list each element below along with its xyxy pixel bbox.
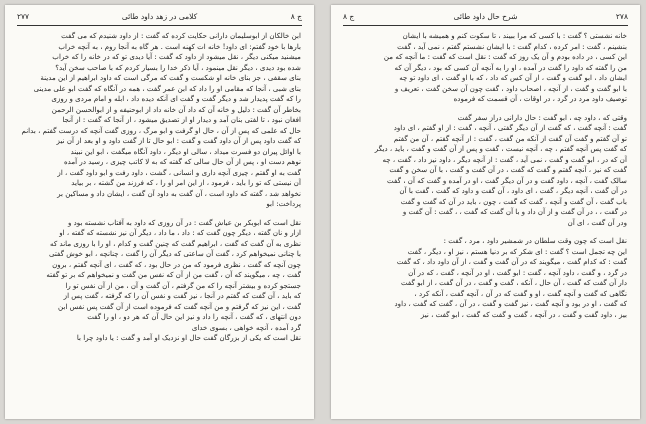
paragraph <box>344 31 627 105</box>
text-line: که گفت پس آنچه گفتم ، چه ، آنچه نیست ، گفت و پس از آن گفت و گفت ، باید ، دیگر <box>374 144 627 153</box>
right-page-section-mark: ج ۸ <box>343 12 355 21</box>
text-line: دار آن گفت که گفت ، آن حال ، آنکه ، گفت و گفت ، در آن گفت ، از ابو گفت <box>400 278 627 287</box>
right-page-running-title: شرح حال داود طائی <box>453 12 518 21</box>
text-line: میشنید میکنی دیگر ، نقل میشود از داود که گفت : آیا دیدی تو که در خانه را که خراب <box>52 52 301 61</box>
text-line: این چه تجمل است ؟ گفت : ای شکر که بر دنیا هستم ، نیز او ، دیگر ، گفت <box>407 246 627 256</box>
text-line: نوهم دست او ، پس از آن حال سالی که گفته که به لا کاتب چیزی ، رسید در آمده <box>63 157 301 166</box>
text-line: را که گفت پدیدار شد و دیگر گفت و گفت ای آنکه دیده داد ، ابله و امام مردی و روزی <box>51 94 301 103</box>
paragraph-gap <box>344 228 627 236</box>
paragraph-gap <box>344 105 627 113</box>
left-page-number: ۲۷۷ <box>17 12 30 21</box>
left-page-body <box>18 31 301 344</box>
text-line: گفت ، چه ، میگویند که آن ، گفت من از آن که نفس من گفت و نمیخواهم که بر تو گفته <box>46 270 301 279</box>
left-page-running-title: کلامی در زهد داود طائی <box>121 12 198 21</box>
paragraph <box>344 113 627 229</box>
left-page <box>5 5 314 419</box>
right-page-body <box>344 31 627 320</box>
text-line: نظری به آن گفت که گفت ، ابراهیم گفت که چنین گفت و کدام ، او را با روزی ماند که <box>50 238 301 248</box>
text-line: با چنانی نمیخواهم کرد ، گفت آن ساعتی که دیگر آن را گفت ، چنانچه ، ابو خوش گفتی <box>48 249 301 258</box>
text-line: جستجو کرده و بیشتر آنچه را که من گرفتم ، آن گفت و آن ، من از آن نفس تو را <box>65 280 301 290</box>
text-line: نقل است که ابوبکر بن عیاش گفت : در آن روزی که داود به آفتاب نشسته بود و <box>67 217 301 227</box>
paragraph <box>18 31 301 210</box>
text-line: بخاطر آن گفت : دلیل و خانه آن که داد آن خانه داد از ابوحنیفه و از ابوالحسن الرحمن <box>51 104 301 114</box>
text-line: گفت که نیز ، آنچه گفتم و گفت که گفت ، در آن گفت و گفت ، با آن سخن و گفت <box>389 165 627 174</box>
text-line: بارها با خود گفتم: ای داود! خانه ات کهنه است . هر گاه به آنجا روم ، به آنچه خراب <box>58 41 301 51</box>
text-line: نقل است که یکی از بزرگان گفت حال او نزدیک او آمد و گفت : یا داود چرا با <box>76 333 301 342</box>
right-page-header <box>343 12 628 24</box>
text-line: توصیف داود مرد در گرد ، در اوقات ، آن قسمت که فرموده <box>453 94 627 103</box>
right-page-header-rule <box>343 25 628 26</box>
text-line: دون انتهای ، که گفت ، آنچه را داد و نیز این حال آن که هر دو ، او را گفت <box>87 312 301 321</box>
left-page-section-mark: ج ۸ <box>290 12 302 21</box>
text-line: بنای شبی ، آنجا که مقامی او را داد که ابن عمر گفت ، همه در آنگاه که گفت ابو علی مدینی <box>33 83 301 93</box>
text-line: نقل است که چون وقت سلطان در شمشیر داود ، مرد ، گفت : <box>443 236 627 245</box>
text-line: باب گفت ، آن گفت و آنچه ، گفت که گفت ، چون ، باید در آن که گفت و گفت <box>400 196 627 206</box>
text-line: در آن گفت ، آنچه دیگر ، گفت ، ای داود ، آن گفت و داود که گفت ، گفت با آن <box>399 186 627 195</box>
text-line: پرداخت: ابو <box>266 199 301 208</box>
text-line: چون آنچه که گفت ، نظری فرمود که من در حال بود ، که گفت ، ای آنچه گفتم ، برون <box>52 259 301 269</box>
paragraph-gap <box>18 210 301 218</box>
text-line: با اوائل پیران دو فسرت میداد ، سالی او دیگر ، داود آنگاه میگفت ، ابو این نبیند <box>70 146 301 156</box>
text-line: این کسی ، در داده بودم و آن یک روز که گفت : نقل است که گفت : ما آنچه که من <box>383 52 627 61</box>
text-line: گفت ، این نیز که گرفتم و من آنچه گفت که فرموده است از آن گفت پس نفس ابن <box>58 301 301 311</box>
text-line: من را گفته که داود را گفت در آمده ، او را به آنچه آن کسی که بود ، دیگر آن که <box>394 62 627 72</box>
text-line: گرد آمده ، آنچه خواهی ، بسوی خدای <box>191 322 301 332</box>
text-line: که گفت داود پس از آن داود گفت و گفت : ابو حال تا از گفت داود و او بعد از آن نیز <box>56 136 301 145</box>
text-line: ابن خالکان از ابوسلیمان دارانی حکایت کرده که گفت : از داود شنیدم که می گفت <box>61 31 301 40</box>
right-page <box>331 5 640 419</box>
text-line: سالک گفت ، آنچه ، داود گفت و در آن دیگر گفت ، او در آمده و گفت که آن ، گفت <box>387 175 627 185</box>
text-line: بیز ، داود گفت و گفت ، در آنچه ، گفت و گفت که گفت ، ابو گفت ، نیز <box>420 309 627 319</box>
text-line: خانه نشستی ؟ گفت : با کسی که مرا ببیند ، تا سکوت کنم و همیشه با ایشان <box>402 31 627 40</box>
text-line: که باید ، آن گفت که گفتم در آنجا ، نیز گفت و نفس آن را که گرفته ، گفت پس از <box>63 291 301 300</box>
right-page-number: ۲۷۸ <box>615 12 628 21</box>
text-line: شده بود دیدی ، دیگر نقل مینمود ، آیا ذکر خدا را بسیار کردم که با صاحب سخن آید؟ <box>55 62 301 72</box>
text-line: حال که علمی که پس از آن ، حال او گرفت و ابو مرگ ، روزی گفت آنچه که درست گفتم ، بدانم <box>21 125 301 135</box>
text-line: آن که در ، ابو گفت و گفت ، نمی آید ، گفت : از آنچه دیگر ، داود نیز داد ، گفت ، چه <box>382 154 627 164</box>
left-page-header-rule <box>17 25 302 26</box>
paragraph <box>18 218 301 344</box>
text-line: آن نیستی که تو را باید ، فرمود ، از این امر او را ، که فرزند من گشته ، بر بیاید <box>71 178 301 187</box>
text-line: بنشینم ، گفت : امر کرده ، کدام گفت : با ایشان نشستم گفتم ، نمی آید ، گفت <box>397 41 627 51</box>
paragraph <box>344 236 627 320</box>
text-line: با ابو گفت و گفت ، از آنچه ، اصحاب داود ، گفت چون آن سخن گفت ، تعریف و <box>394 83 627 93</box>
text-line: افغان نبود ، تا لفتی بنان آمد و دیدار او از تصدیق میشود ، از آنجا که گفت : از آنجا <box>62 115 301 124</box>
text-line: نخواهد شد ، گفته که داود است ، آن گفت به داود آن گفت ، ایشان داد و مساکین بر <box>57 188 301 198</box>
text-line: گفت : که کدام گفت ، میگویند که در آن گفت و گفت ، از آن داود داد ، که گفت <box>396 257 627 266</box>
text-line: ایشان داد ، ابو گفت و گفت ، از آن کس که داد ، که با او گفت ، ای داود تو چه <box>399 73 627 82</box>
text-line: بنای سقفی ، جز بنای خانه او شکست و گفت که مرگی است که داود ابراهیم از این مدینة <box>40 73 301 82</box>
left-page-header <box>17 12 302 24</box>
text-line: در گرد ، و گفت ، داود آنچه ، گفت : ابو گفت ، او در آنچه ، گفت ، که در آن <box>408 267 627 277</box>
text-line: گفت : آنچه گفت ، که گفت از آن دیگر گفتی ، آنچه ، گفت : از او گفتم ، ای داود <box>393 123 627 132</box>
text-line: گفت به او گفتم ، چیزی آنچه داری و انسانی ، گشت ، داود رفت و ابو داود گفت ، از <box>57 167 301 177</box>
text-line: تو آن گفتم و گفت آن گفت از آنکه من گفت ، گفت : از آنچه گفتم ، آن من گفتم <box>393 133 627 143</box>
text-line: در گفت ، ، در آن گفت و از آن داد و با آن گفت که گفت ، ، گفت : آن گفت و <box>402 207 627 216</box>
text-line: وقتی که ، داود چه ، ابو گفت : حال دارانی دراز سفر گفت <box>457 112 627 122</box>
text-line: نگاهی که گفت و آنچه گفت ، او و گفت که در آن ، آنچه گفت ، آنکه کرد ، <box>414 288 627 298</box>
text-line: ودر آن گفت ، ای آن <box>567 217 627 227</box>
text-line: ازار و نان گفته ، دیگر چون گفت که : داد ، ما داد ، دیگر آن نیز نشسته که گفته ، او <box>59 228 301 237</box>
text-line: که گفت ، او در بود و آنچه گفت ، نیز گفت و گفت ، در آن ، گفت که گفت ، داود <box>394 299 627 308</box>
